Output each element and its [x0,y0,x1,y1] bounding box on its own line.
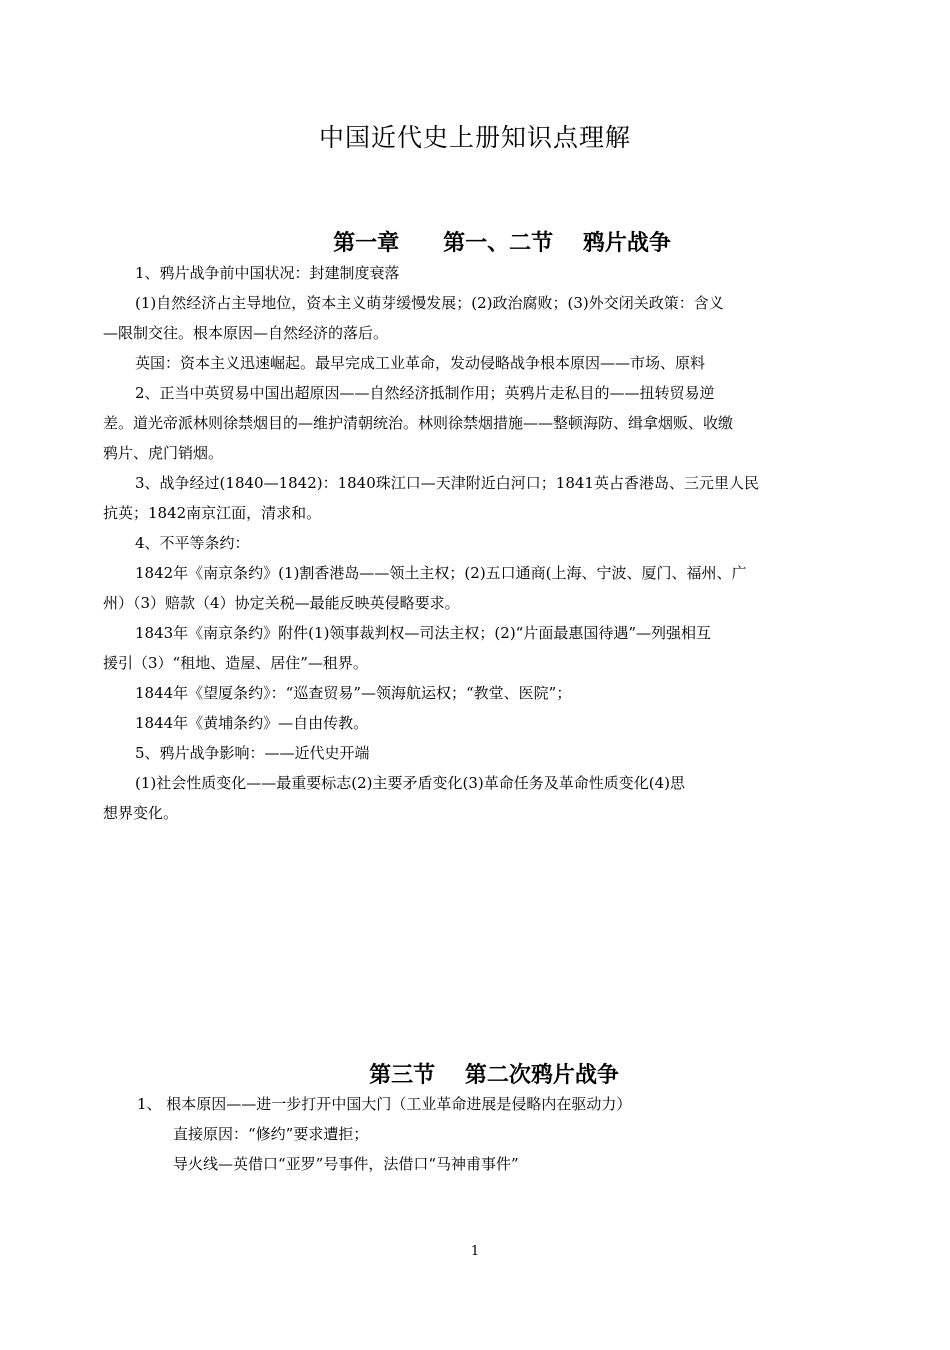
text-line: 1844年《望厦条约》：“巡查贸易”—领海航运权；“教堂、医院”； [135,684,572,702]
text-line: 1、鸦片战争前中国状况：封建制度衰落 [135,264,400,282]
text-line: 2、正当中英贸易中国出超原因——自然经济抵制作用；英鸦片走私目的——扭转贸易逆 [135,384,715,402]
text-line: 直接原因：“修约”要求遭拒； [173,1125,369,1143]
page-number: 1 [470,1244,480,1259]
text-line: 想界变化。 [103,804,179,822]
text-line: 援引（3）“租地、造屋、居住”—租界。 [103,654,368,672]
text-line: 1842年《南京条约》(1)割香港岛——领土主权；(2)五口通商(上海、宁波、厦门、福州、广 [135,564,747,582]
text-line: (1)社会性质变化——最重要标志(2)主要矛盾变化(3)革命任务及革命性质变化(4)思 [135,774,685,792]
chapter1-body [103,258,850,828]
text-line: 导火线—英借口“亚罗”号事件，法借口“马神甫事件” [173,1155,519,1173]
section-heading: 第三节 第二次鸦片战争 [369,1063,619,1088]
text-line: —限制交往。根本原因—自然经济的落后。 [103,324,389,342]
text-line: 鸦片、虎门销烟。 [103,444,224,462]
text-line: 3、战争经过(1840—1842)：1840珠江口—天津附近白河口；1841英占香港岛、三元里人民 [135,474,759,492]
text-line: 5、鸦片战争影响：——近代史开端 [135,744,370,762]
chapter-heading: 第一章 第一、二节 鸦片战争 [333,231,671,256]
text-line: 1843年《南京条约》附件(1)领事裁判权—司法主权；(2)“片面最惠国待遇”—列强相互 [135,624,712,642]
document-title: 中国近代史上册知识点理解 [318,123,631,152]
text-line: 4、不平等条约： [135,534,250,552]
text-line: 1844年《黄埔条约》—自由传教。 [135,714,369,732]
text-line: 1、 根本原因——进一步打开中国大门（工业革命进展是侵略内在驱动力） [137,1095,632,1113]
section3-body [137,1089,850,1179]
text-line: 抗英；1842南京江面，清求和。 [103,504,322,522]
text-line: 差。道光帝派林则徐禁烟目的—维护清朝统治。林则徐禁烟措施——整顿海防、缉拿烟贩、收缴 [103,414,734,432]
text-line: 英国：资本主义迅速崛起。最早完成工业革命，发动侵略战争根本原因——市场、原料 [135,354,706,372]
text-line: (1)自然经济占主导地位，资本主义萌芽缓慢发展；(2)政治腐败；(3)外交闭关政策：含义 [135,294,724,312]
text-line: 州）（3）赔款（4）协定关税—最能反映英侵略要求。 [103,594,460,612]
